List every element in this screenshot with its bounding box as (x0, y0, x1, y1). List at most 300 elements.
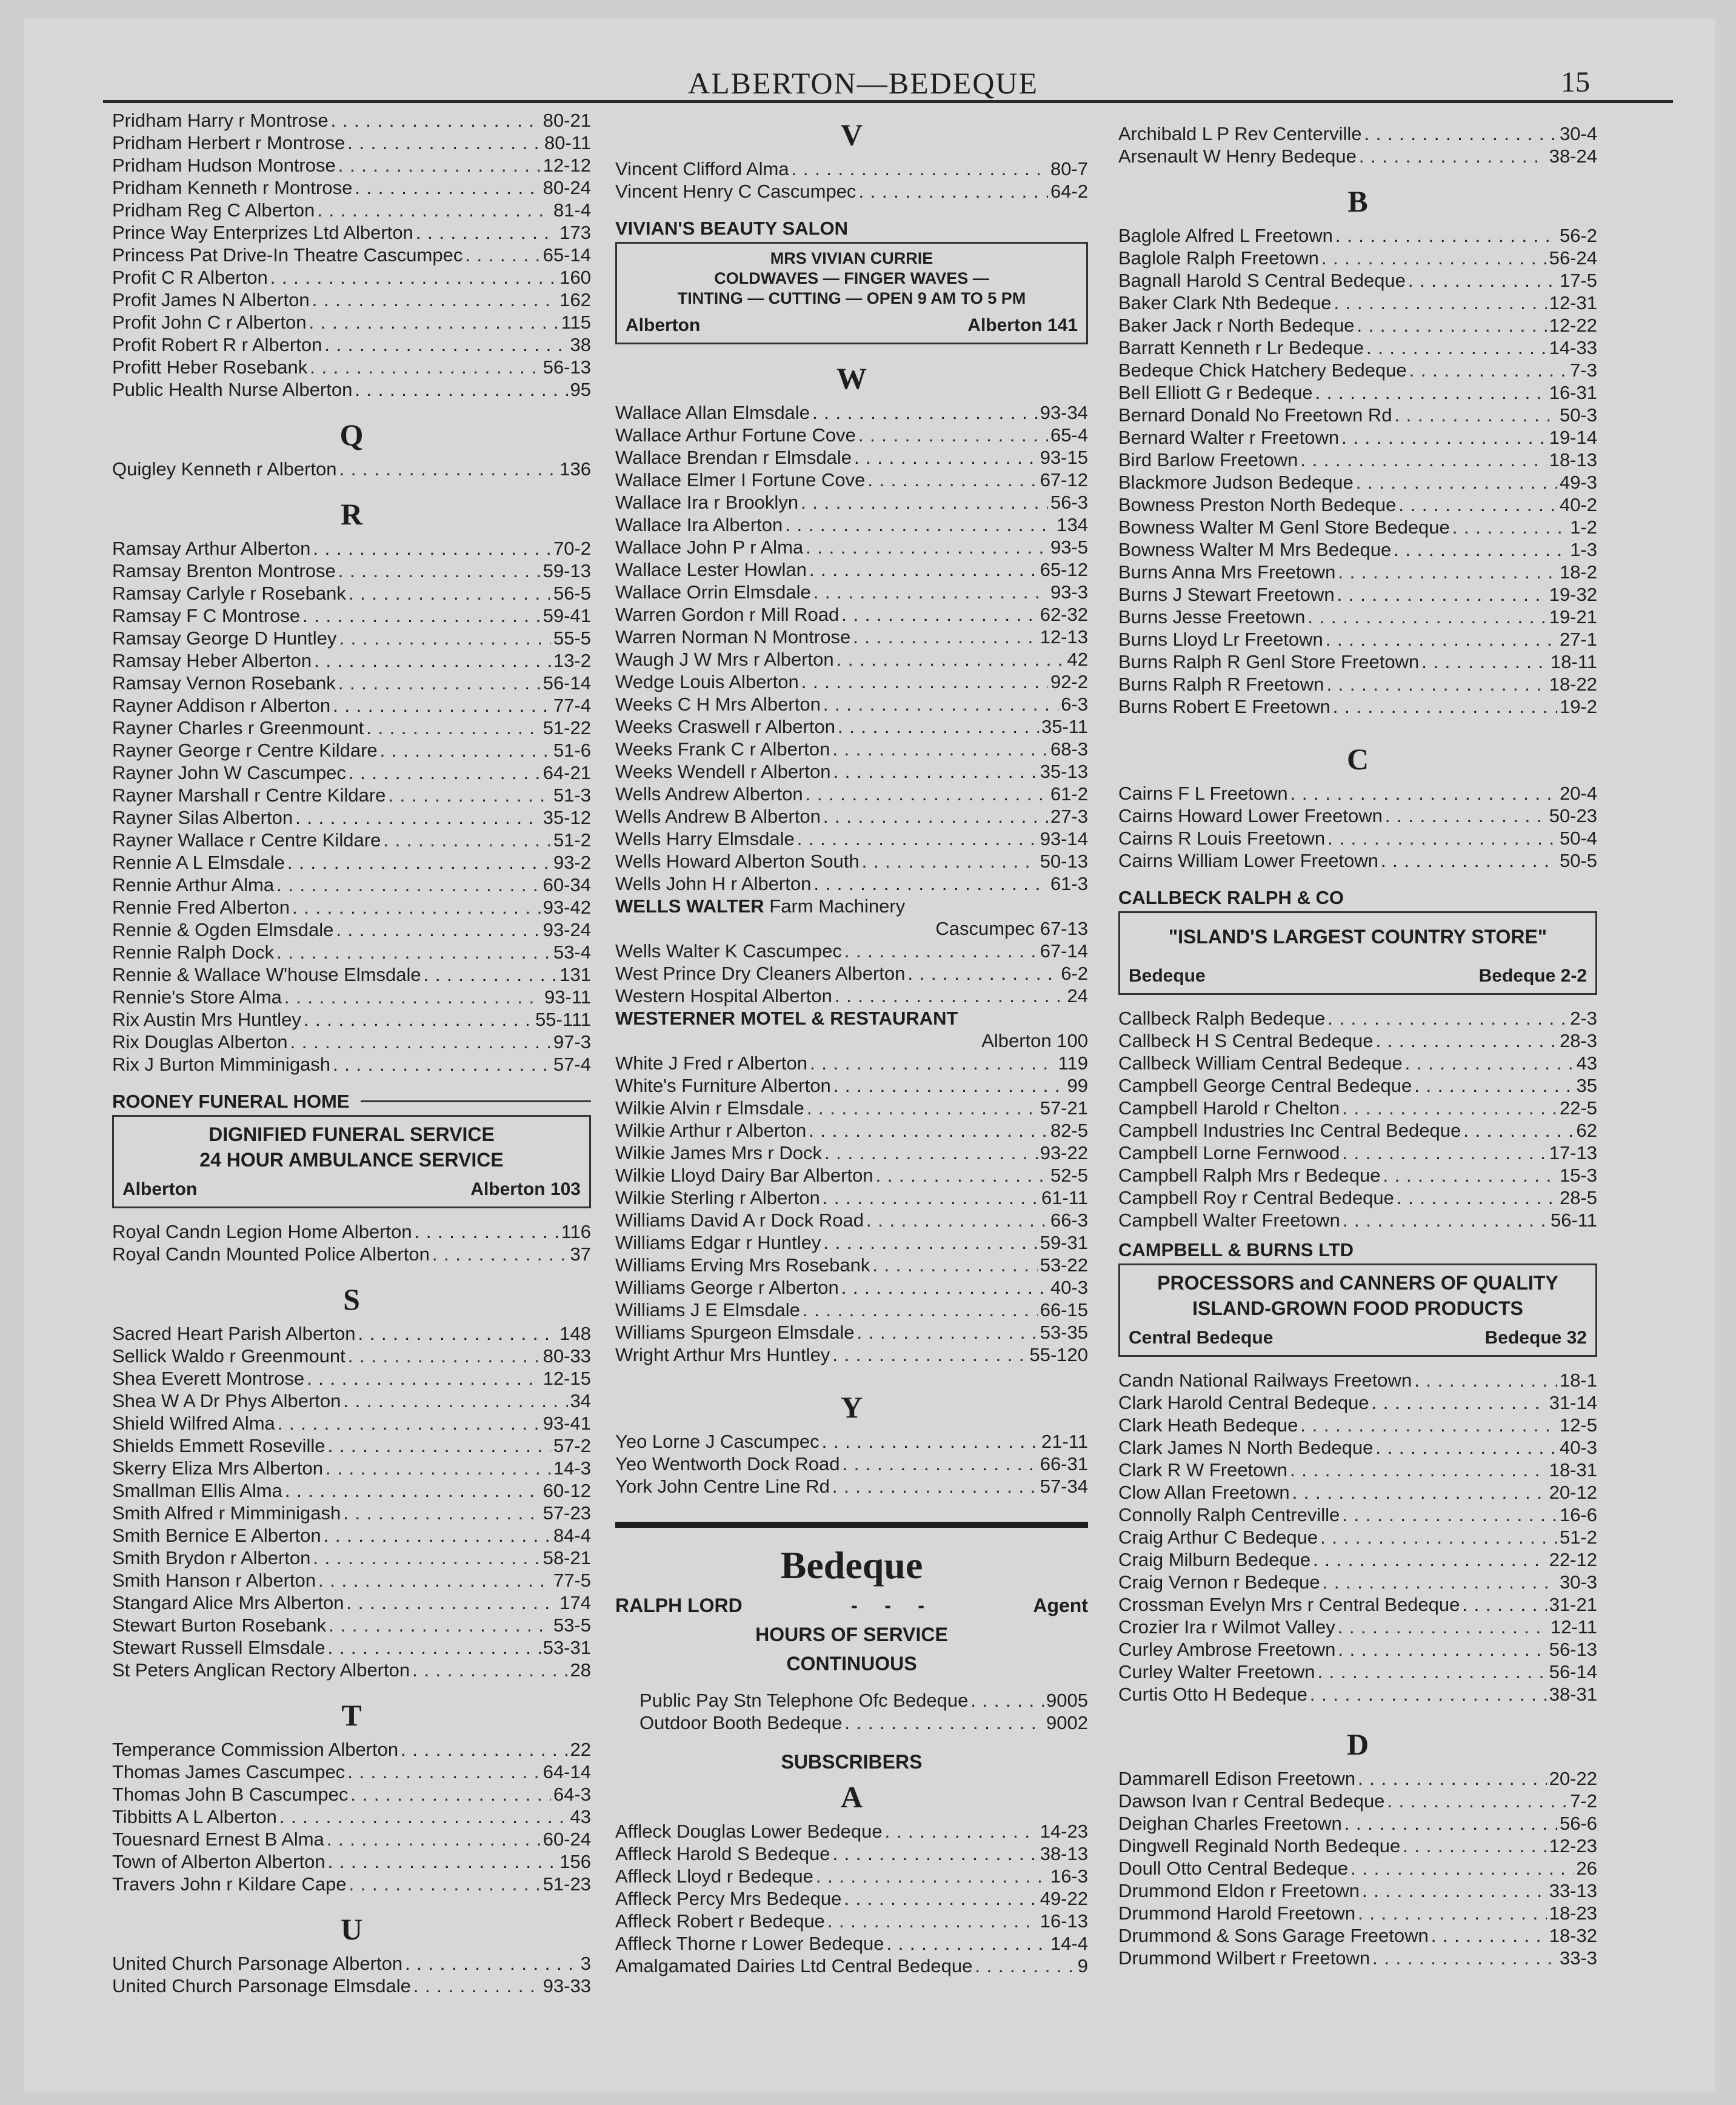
entry-name: Smith Hanson r Alberton (112, 1570, 316, 1591)
leader-dots (1321, 247, 1547, 269)
leader-dots (1358, 1902, 1547, 1924)
leader-dots (1356, 471, 1557, 494)
entry-number: 53-22 (1040, 1254, 1088, 1276)
rooney-tel: Alberton 103 (470, 1179, 581, 1199)
leader-dots (1290, 1459, 1547, 1481)
directory-entry (615, 1344, 1088, 1366)
directory-entry (112, 1738, 591, 1761)
directory-entry (1118, 1683, 1597, 1705)
directory-entry (615, 1955, 1088, 1977)
entry-number: 19-14 (1549, 427, 1597, 448)
entry-number: 51-2 (553, 829, 591, 851)
directory-entry (112, 1591, 591, 1614)
entry-number: 80-7 (1050, 158, 1088, 179)
entry-name: Weeks Craswell r Alberton (615, 716, 835, 737)
entry-number: 50-3 (1559, 404, 1597, 426)
leader-dots (270, 266, 558, 289)
directory-entry (615, 1231, 1088, 1254)
directory-entry (615, 446, 1088, 469)
directory-entry (1118, 606, 1597, 628)
entry-name: Yeo Wentworth Dock Road (615, 1453, 840, 1474)
leader-dots (343, 1390, 567, 1412)
bedeque-section-rule (615, 1522, 1088, 1528)
entry-name: Wallace Brendan r Elmsdale (615, 447, 852, 468)
entry-number: 50-4 (1559, 828, 1597, 849)
entry-number: 57-21 (1040, 1097, 1088, 1119)
directory-entry (112, 627, 591, 649)
rooney-footer (122, 1177, 581, 1202)
section-letter-a: A (840, 1780, 863, 1814)
directory-entry (615, 671, 1088, 693)
entry-name: Burns J Stewart Freetown (1118, 584, 1335, 605)
entry-number: 17-13 (1549, 1142, 1597, 1163)
leader-dots (347, 132, 542, 154)
directory-entry (112, 1031, 591, 1053)
entry-number: 33-13 (1549, 1880, 1597, 1901)
directory-entry (112, 154, 591, 176)
directory-entry (1118, 1924, 1597, 1947)
entry-number: 33-3 (1559, 1947, 1597, 1969)
leader-dots (1334, 292, 1547, 314)
section-letter-u: U (340, 1912, 363, 1946)
leader-dots (854, 446, 1038, 469)
directory-entry (112, 199, 591, 221)
entry-name: Wallace Allan Elmsdale (615, 402, 810, 423)
leader-dots (1344, 1812, 1557, 1835)
entry-name: Drummond Wilbert r Freetown (1118, 1947, 1370, 1969)
directory-entry (639, 1712, 1088, 1734)
entry-name: Travers John r Kildare Cape (112, 1873, 347, 1895)
directory-entry (112, 1390, 591, 1412)
directory-entry (1118, 269, 1597, 292)
entry-number: 61-3 (1050, 873, 1088, 894)
entry-number: 93-24 (542, 919, 591, 940)
entry-number: 67-12 (1040, 469, 1088, 490)
section-letter-d: D (1346, 1727, 1369, 1761)
leader-dots (338, 154, 541, 176)
leader-dots (380, 739, 551, 761)
leader-dots (1313, 1548, 1547, 1571)
entry-name: Wallace Lester Howlan (615, 559, 807, 580)
leader-dots (338, 560, 541, 582)
entry-list-c3 (1118, 1369, 1597, 1705)
leader-dots (333, 1053, 551, 1076)
leader-dots (328, 1850, 558, 1873)
westerner-listing (615, 1007, 1088, 1052)
entry-number: 77-4 (553, 695, 591, 716)
leader-dots (278, 1412, 541, 1434)
leader-dots (307, 1367, 541, 1390)
leader-dots (809, 1119, 1048, 1142)
directory-entry (1118, 1459, 1597, 1481)
entry-number: 22 (570, 1739, 591, 1760)
campbell-burns-tel: Bedeque 32 (1484, 1328, 1587, 1348)
leader-dots (844, 1712, 1044, 1734)
entry-number: 30-3 (1559, 1571, 1597, 1593)
column-2 (615, 109, 1088, 1977)
entry-number: 70-2 (553, 538, 591, 559)
entry-number: 56-11 (1551, 1210, 1597, 1231)
entry-number: 93-33 (542, 1975, 591, 1996)
entry-number: 148 (559, 1323, 591, 1344)
leader-dots (1342, 1504, 1557, 1526)
directory-entry (615, 1887, 1088, 1910)
entry-name: Rennie's Store Alma (112, 986, 282, 1008)
directory-entry (112, 1805, 591, 1828)
entry-name: Pridham Reg C Alberton (112, 199, 315, 221)
leader-dots (832, 738, 1048, 760)
directory-entry (1118, 1142, 1597, 1164)
directory-entry (1118, 1391, 1597, 1414)
rooney-rule (361, 1100, 591, 1102)
directory-entry (1118, 583, 1597, 606)
leader-dots (827, 1910, 1038, 1932)
entry-list-a2 (1118, 122, 1597, 167)
entry-list-p (112, 109, 591, 401)
entry-number: 9002 (1046, 1712, 1088, 1733)
directory-entry (112, 1053, 591, 1076)
leader-dots (1350, 1857, 1574, 1879)
section-letter-r: R (340, 497, 363, 531)
leader-dots (295, 806, 541, 829)
entry-name: Bowness Preston North Bedeque (1118, 494, 1397, 515)
entry-number: 60-34 (542, 874, 591, 895)
entry-name: Campbell Roy r Central Bedeque (1118, 1187, 1394, 1208)
leader-dots (1375, 1029, 1557, 1052)
entry-list-s (112, 1322, 591, 1681)
directory-entry (615, 1052, 1088, 1074)
entry-name: Rennie & Wallace W'house Elmsdale (112, 964, 421, 985)
leader-dots (1359, 145, 1547, 167)
directory-entry (1118, 651, 1597, 673)
entry-name: Wallace Arthur Fortune Cove (615, 424, 856, 446)
entry-number: 19-2 (1559, 696, 1597, 717)
directory-entry (112, 176, 591, 199)
section-letter-w: W (836, 361, 867, 395)
entry-list-t (112, 1738, 591, 1895)
directory-entry (112, 649, 591, 672)
entry-number: 136 (559, 458, 591, 480)
entry-name: Public Health Nurse Alberton (112, 379, 353, 400)
entry-name: Crossman Evelyn Mrs r Central Bedeque (1118, 1594, 1460, 1615)
leader-dots (292, 896, 541, 919)
leader-dots (823, 805, 1048, 828)
callbeck-header (1118, 886, 1597, 909)
entry-number: 61-11 (1041, 1187, 1088, 1208)
entry-number: 18-11 (1551, 651, 1597, 672)
entry-name: Curtis Otto H Bedeque (1118, 1684, 1307, 1705)
leader-dots (1408, 269, 1557, 292)
entry-name: Wilkie Lloyd Dairy Bar Alberton (615, 1165, 873, 1186)
entry-number: 66-31 (1040, 1453, 1088, 1474)
entry-name: Rayner John W Cascumpec (112, 762, 346, 783)
entry-number: 55-5 (553, 627, 591, 649)
entry-number: 27-1 (1559, 629, 1597, 650)
header-rule (103, 100, 1673, 103)
leader-dots (339, 458, 558, 480)
campbell-burns-header (1118, 1239, 1597, 1261)
entry-name: United Church Parsonage Elmsdale (112, 1975, 411, 1996)
entry-name: Clark Harold Central Bedeque (1118, 1392, 1369, 1413)
directory-entry (112, 1952, 591, 1975)
vivian-line2: COLDWAVES — FINGER WAVES — (714, 269, 989, 287)
leader-dots (1338, 1638, 1546, 1661)
directory-entry (615, 536, 1088, 558)
leader-dots (355, 378, 567, 401)
directory-entry (1118, 1548, 1597, 1571)
directory-entry (1118, 1097, 1597, 1119)
directory-entry (615, 469, 1088, 491)
leader-dots (327, 1636, 540, 1659)
directory-entry (1118, 1209, 1597, 1231)
directory-entry (112, 761, 591, 784)
leader-dots (405, 1952, 578, 1975)
entry-name: Town of Alberton Alberton (112, 1851, 326, 1872)
entry-name: Wells Walter K Cascumpec (615, 940, 842, 962)
entry-number: 50-5 (1559, 850, 1597, 871)
entry-name: Royal Candn Mounted Police Alberton (112, 1243, 430, 1265)
entry-number: 93-5 (1050, 537, 1088, 558)
leader-dots (1342, 1142, 1546, 1164)
vivian-footer (626, 313, 1078, 338)
section-letter-t: T (341, 1698, 362, 1732)
entry-number: 1-3 (1570, 539, 1597, 560)
leader-dots (816, 1865, 1048, 1887)
directory-entry (112, 311, 591, 333)
directory-entry (1118, 1947, 1597, 1969)
entry-name: Burns Ralph R Genl Store Freetown (1118, 651, 1420, 672)
entry-name: Baker Clark Nth Bedeque (1118, 292, 1332, 313)
entry-number: 65-4 (1050, 424, 1088, 446)
directory-entry (615, 1299, 1088, 1321)
leader-dots (1357, 314, 1546, 336)
entry-number: 51-23 (542, 1873, 591, 1895)
entry-name: Bird Barlow Freetown (1118, 449, 1298, 470)
directory-entry (1118, 1119, 1597, 1142)
entry-name: Shield Wilfred Alma (112, 1413, 275, 1434)
directory-entry (1118, 628, 1597, 651)
directory-entry (112, 537, 591, 560)
entry-number: 65-14 (542, 244, 591, 266)
entry-name: Williams Erving Mrs Rosebank (615, 1254, 870, 1276)
entry-name: Dammarell Edison Freetown (1118, 1768, 1356, 1789)
leader-dots (333, 694, 551, 717)
entry-name: Affleck Douglas Lower Bedeque (615, 1821, 883, 1842)
entry-number: 28-5 (1559, 1187, 1597, 1208)
leader-dots (797, 828, 1038, 850)
entry-list-c (1118, 782, 1597, 872)
entry-number: 12-12 (542, 155, 591, 176)
leader-dots (844, 940, 1038, 962)
directory-entry (1118, 1186, 1597, 1209)
leader-dots (822, 1430, 1039, 1453)
directory-entry (112, 919, 591, 941)
leader-dots (366, 717, 540, 739)
entry-name: Drummond & Sons Garage Freetown (1118, 1925, 1429, 1946)
directory-entry (112, 694, 591, 717)
entry-name: Craig Arthur C Bedeque (1118, 1527, 1318, 1548)
leader-dots (1327, 827, 1557, 849)
entry-number: 173 (559, 222, 591, 243)
entry-name: Ramsay George D Huntley (112, 627, 337, 649)
leader-dots (314, 649, 551, 672)
leader-dots (1326, 673, 1546, 695)
entry-name: Rix Douglas Alberton (112, 1031, 288, 1052)
campbell-burns-name: CAMPBELL & BURNS LTD (1118, 1239, 1354, 1260)
entry-number: 40-3 (1050, 1277, 1088, 1298)
entry-name: White J Fred r Alberton (615, 1052, 808, 1074)
leader-dots (317, 199, 551, 221)
leader-dots (1341, 426, 1547, 449)
entry-number: 12-15 (542, 1368, 591, 1389)
entry-name: Touesnard Ernest B Alma (112, 1829, 324, 1850)
wells-walter-tel: Cascumpec 67-13 (935, 918, 1088, 939)
leader-dots (838, 715, 1039, 738)
entry-name: Wilkie Alvin r Elmsdale (615, 1097, 804, 1119)
entry-number: 16-6 (1559, 1504, 1597, 1525)
leader-dots (832, 1475, 1038, 1498)
entry-number: 51-2 (1559, 1527, 1597, 1548)
directory-entry (1118, 1661, 1597, 1683)
entry-number: 50-13 (1040, 851, 1088, 872)
entry-name: Ramsay Brenton Montrose (112, 560, 336, 581)
entry-number: 57-2 (553, 1435, 591, 1456)
directory-entry (112, 378, 591, 401)
agent-label: Agent (1033, 1595, 1088, 1616)
leader-dots (835, 985, 1065, 1007)
directory-entry (615, 180, 1088, 202)
entry-name: Thomas John B Cascumpec (112, 1784, 349, 1805)
entry-name: Rennie A L Elmsdale (112, 852, 285, 873)
leader-dots (832, 1842, 1037, 1865)
leader-dots (329, 1614, 551, 1636)
directory-entry (615, 603, 1088, 626)
leader-dots (339, 627, 551, 649)
entry-name: Doull Otto Central Bedeque (1118, 1858, 1349, 1879)
leader-dots (415, 1220, 559, 1243)
leader-dots (1381, 849, 1557, 872)
directory-entry (615, 693, 1088, 715)
entry-name: Burns Ralph R Freetown (1118, 674, 1324, 695)
entry-number: 38-31 (1549, 1684, 1597, 1705)
leader-dots (1397, 1186, 1557, 1209)
directory-entry (1118, 1767, 1597, 1790)
directory-entry (615, 1820, 1088, 1842)
entry-number: 80-33 (542, 1345, 591, 1367)
entry-number: 59-13 (542, 560, 591, 581)
entry-number: 7-3 (1570, 360, 1597, 381)
entry-number: 81-4 (553, 199, 591, 221)
entry-name: Wilkie Arthur r Alberton (615, 1120, 807, 1141)
entry-name: Bedeque Chick Hatchery Bedeque (1118, 360, 1407, 381)
entry-number: 53-5 (553, 1615, 591, 1636)
entry-number: 56-2 (1559, 225, 1597, 246)
entry-number: 162 (559, 289, 591, 310)
entry-name: Vincent Henry C Cascumpec (615, 181, 856, 202)
entry-number: 31-14 (1549, 1392, 1597, 1413)
leader-dots (1300, 449, 1546, 471)
directory-entry (112, 1008, 591, 1031)
directory-entry (1118, 381, 1597, 404)
leader-dots (358, 1322, 558, 1345)
entry-number: 56-3 (1050, 492, 1088, 513)
directory-entry (1118, 1504, 1597, 1526)
westerner-name: WESTERNER MOTEL & RESTAURANT (615, 1008, 958, 1029)
leader-dots (858, 424, 1048, 446)
entry-name: Shea Everett Montrose (112, 1368, 305, 1389)
leader-dots (1300, 1414, 1557, 1436)
entry-list-c2 (1118, 1007, 1597, 1231)
leader-dots (857, 1321, 1038, 1344)
entry-name: Affleck Percy Mrs Bedeque (615, 1888, 842, 1909)
entry-name: Temperance Commission Alberton (112, 1739, 399, 1760)
directory-entry (1118, 1481, 1597, 1504)
leader-dots (304, 1008, 533, 1031)
directory-entry (639, 1689, 1088, 1712)
leader-dots (424, 963, 558, 986)
leader-dots (349, 1873, 541, 1895)
directory-entry (1118, 1835, 1597, 1857)
directory-entry (112, 1434, 591, 1457)
entry-name: Williams Edgar r Huntley (615, 1232, 821, 1253)
entry-number: 64-14 (542, 1761, 591, 1782)
leader-dots (347, 1761, 541, 1783)
directory-entry (615, 1142, 1088, 1164)
directory-entry (615, 401, 1088, 424)
leader-dots (349, 761, 541, 784)
entry-name: Rayner Addison r Alberton (112, 695, 331, 716)
leader-dots (276, 874, 541, 896)
directory-entry (615, 514, 1088, 536)
directory-entry (112, 739, 591, 761)
entry-name: Rayner Silas Alberton (112, 807, 293, 828)
entry-name: Wright Arthur Mrs Huntley (615, 1344, 830, 1365)
leader-dots (1372, 1947, 1557, 1969)
leader-dots (416, 221, 557, 244)
entry-number: 80-24 (542, 177, 591, 198)
entry-number: 19-32 (1549, 584, 1597, 605)
entry-number: 61-2 (1050, 783, 1088, 805)
leader-dots (1358, 1767, 1547, 1790)
entry-name: Western Hospital Alberton (615, 985, 832, 1006)
entry-list-u (112, 1952, 591, 1997)
campbell-burns-footer (1129, 1326, 1587, 1350)
entry-number: 14-3 (553, 1457, 591, 1479)
entry-name: Affleck Thorne r Lower Bedeque (615, 1933, 884, 1954)
entry-name: Archibald L P Rev Centerville (1118, 123, 1362, 144)
entry-name: Profit C R Alberton (112, 267, 268, 288)
leader-dots (785, 514, 1054, 536)
entry-number: 64-3 (553, 1784, 591, 1805)
entry-name: Waugh J W Mrs r Alberton (615, 649, 834, 670)
entry-name: Yeo Lorne J Cascumpec (615, 1431, 820, 1452)
directory-entry (112, 1524, 591, 1547)
directory-entry (615, 1430, 1088, 1453)
leader-dots (836, 648, 1065, 671)
campbell-burns-ad-box (1118, 1263, 1597, 1357)
entry-number: 12-11 (1551, 1616, 1597, 1638)
directory-entry (112, 1659, 591, 1681)
directory-entry (112, 1636, 591, 1659)
entry-number: 28-3 (1559, 1030, 1597, 1051)
leader-dots (355, 176, 540, 199)
leader-dots (279, 1805, 568, 1828)
directory-entry (615, 648, 1088, 671)
vivian-line3: TINTING — CUTTING — OPEN 9 AM TO 5 PM (677, 289, 1026, 307)
entry-number: 53-4 (553, 942, 591, 963)
entry-name: Affleck Robert r Bedeque (615, 1910, 825, 1932)
entry-list-w (615, 401, 1088, 895)
